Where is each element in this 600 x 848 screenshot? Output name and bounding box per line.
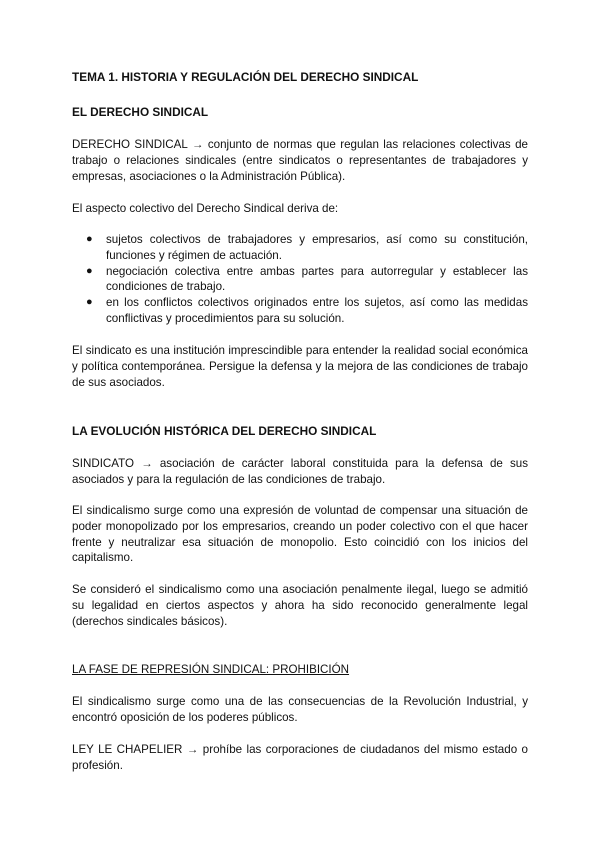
section-heading-evolucion-historica: LA EVOLUCIÓN HISTÓRICA DEL DERECHO SINDICAL — [72, 424, 377, 438]
section-heading-fase-represion: LA FASE DE REPRESIÓN SINDICAL: PROHIBICIÓN — [72, 663, 350, 676]
sindicalismo-origin-paragraph: El sindicalismo surge como una expresión de voluntad de compensar una situación de poder monopolizado por los empresarios, creando un poder colectivo con el que hacer frente y neutralizar esa situación de monopolio. Esto coincidió con los inicios del capitalismo. — [72, 504, 528, 565]
revolucion-industrial-paragraph: El sindicalismo surge como una de las consecuencias de la Revolución Industrial, y encontró oposición de los poderes públicos. — [72, 695, 528, 724]
section-heading-derecho-sindical: EL DERECHO SINDICAL — [72, 105, 209, 119]
list-item — [72, 295, 528, 327]
list-item — [72, 264, 528, 296]
sindicalismo-legality-paragraph: Se consideró el sindicalismo como una asociación penalmente ilegal, luego se admitió su legalidad en ciertos aspectos y ahora ha sido reconocido generalmente legal (derechos sindicales básicos). — [72, 583, 528, 628]
ley-le-chapelier-paragraph: LEY LE CHAPELIER → prohíbe las corporaciones de ciudadanos del mismo estado o profesión. — [72, 743, 528, 772]
bullet-icon: ● — [86, 264, 93, 277]
bullet-icon: ● — [86, 296, 93, 309]
list-item-text: negociación colectiva entre ambas partes para autorregular y establecer las condiciones de trabajo. — [106, 264, 528, 294]
collective-aspect-list — [72, 232, 528, 327]
list-item-text: en los conflictos colectivos originados entre los sujetos, así como las medidas conflictivas y procedimientos para su solución. — [106, 296, 528, 325]
definition-derecho-sindical: DERECHO SINDICAL → conjunto de normas que regulan las relaciones colectivas de trabajo o relaciones sindicales (entre sindicatos o representantes de trabajadores y empresas, asociaciones o la Administración Pública). — [72, 138, 528, 183]
definition-sindicato: SINDICATO → asociación de carácter laboral constituida para la defensa de sus asociados y para la regulación de las condiciones de trabajo. — [72, 457, 528, 486]
sindicato-institution-paragraph: El sindicato es una institución imprescindible para entender la realidad social económica y política contemporánea. Persigue la defensa y la mejora de las condiciones de trabajo de sus asociados. — [72, 344, 528, 389]
list-item-text: sujetos colectivos de trabajadores y empresarios, así como su constitución, funciones y régimen de actuación. — [106, 233, 528, 262]
bullet-icon: ● — [86, 233, 93, 245]
document-title: TEMA 1. HISTORIA Y REGULACIÓN DEL DERECHO SINDICAL — [72, 70, 419, 84]
collective-aspect-intro: El aspecto colectivo del Derecho Sindical deriva de: — [72, 202, 339, 215]
list-item — [72, 232, 528, 264]
